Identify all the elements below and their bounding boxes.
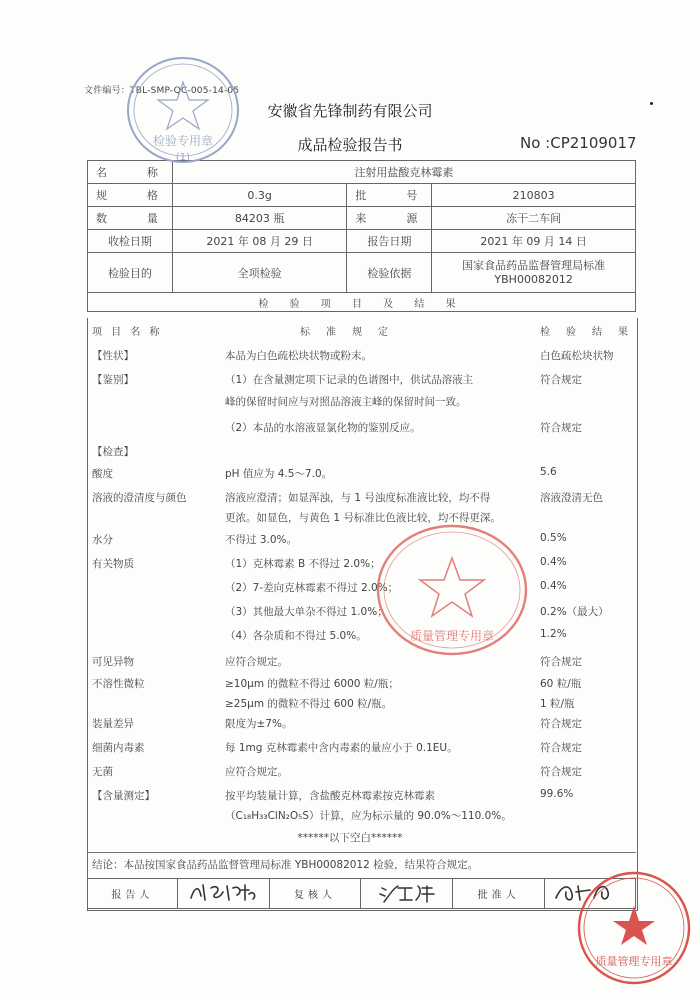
zhuangliang-standard: 限度为±7%。 <box>225 718 293 730</box>
hanliang-standard-2: （C₁₈H₃₃ClN₂O₅S）计算，应为标示量的 90.0%～110.0%。 <box>225 810 512 822</box>
basis-label: 检验依据 <box>347 253 432 293</box>
bottom-right-stamp-image <box>574 868 694 988</box>
spec-label: 规 格 <box>88 184 173 207</box>
burong-result-2: 1 粒/瓶 <box>540 698 575 710</box>
reporter-label: 报告人 <box>88 879 178 909</box>
svg-text:质量管理专用章: 质量管理专用章 <box>595 955 673 968</box>
reviewer-signature-image <box>372 880 442 904</box>
signature-row <box>88 879 636 909</box>
youguan-standard-4: （4）各杂质和不得过 5.0%。 <box>225 630 367 642</box>
product-name: 注射用盐酸克林霉素 <box>172 161 635 184</box>
youguan-standard-2: （2）7-差向克林霉素不得过 2.0%； <box>225 582 399 594</box>
jianbie-result-2: 符合规定 <box>540 422 582 434</box>
middle-stamp-image <box>372 520 532 660</box>
name-label: 名 称 <box>88 161 173 184</box>
jianbie-standard-2: （2）本品的水溶液显氯化物的鉴别反应。 <box>225 422 421 434</box>
jianbie-result-1: 符合规定 <box>540 374 582 386</box>
svg-text:检验专用章: 检验专用章 <box>152 134 214 148</box>
shuifen-standard: 不得过 3.0%。 <box>225 534 298 546</box>
burong-result-1: 60 粒/瓶 <box>540 678 582 690</box>
jianbie-label: 【鉴别】 <box>92 374 134 386</box>
hanliang-standard-1: 按平均装量计算，含盐酸克林霉素按克林霉素 <box>225 790 435 802</box>
batch-label: 批 号 <box>347 184 432 207</box>
scan-dot <box>650 102 653 105</box>
xingzhuang-result: 白色疏松块状物 <box>540 350 614 362</box>
shuifen-label: 水分 <box>92 534 113 546</box>
svg-text:(1): (1) <box>175 152 191 163</box>
approver-label: 批准人 <box>453 879 545 909</box>
basis-line-2: YBH00082012 <box>494 272 573 286</box>
youguan-result-4: 1.2% <box>540 628 567 640</box>
source-label: 来 源 <box>347 207 432 230</box>
section-title: 检 验 项 目 及 结 果 <box>88 293 636 312</box>
burong-standard-2: ≥25μm 的微粒不得过 600 粒/瓶。 <box>225 698 393 710</box>
qty-label: 数 量 <box>88 207 173 230</box>
purpose-label: 检验目的 <box>88 253 173 293</box>
source-value: 冻干二车间 <box>432 207 636 230</box>
company-name: 安徽省先锋制药有限公司 <box>267 102 433 120</box>
conclusion: 结论：本品按国家食品药品监督管理局标准 YBH00082012 检验，结果符合规定。 <box>92 859 479 871</box>
report-date-value: 2021 年 09 月 14 日 <box>432 230 636 253</box>
info-row-spec <box>88 184 636 207</box>
section-row <box>88 293 636 312</box>
info-row-dates <box>88 230 636 253</box>
conclusion-divider <box>87 852 636 853</box>
xingzhuang-label: 【性状】 <box>92 350 134 362</box>
purpose-value: 全项检验 <box>172 253 347 293</box>
kejian-label: 可见异物 <box>92 656 134 668</box>
col-header-standard: 标 准 规 定 <box>300 327 391 338</box>
info-table <box>87 160 636 312</box>
jianbie-standard-1b: 峰的保留时间应与对照品溶液主峰的保留时间一致。 <box>225 396 467 408</box>
reporter-signature-image <box>183 880 263 904</box>
signature-table <box>87 878 636 909</box>
jianbie-standard-1a: （1）在含量测定项下记录的色谱图中，供试品溶液主 <box>225 374 474 386</box>
youguan-result-3: 0.2%（最大） <box>540 606 609 618</box>
zhuangliang-result: 符合规定 <box>540 718 582 730</box>
recv-date-label: 收检日期 <box>88 230 173 253</box>
qingse-result: 溶液澄清无色 <box>540 492 603 504</box>
jiancha-label: 【检查】 <box>92 446 134 458</box>
wujun-standard: 应符合规定。 <box>225 766 288 778</box>
suandu-standard: pH 值应为 4.5～7.0。 <box>225 468 333 480</box>
neidusu-label: 细菌内毒素 <box>92 742 145 754</box>
reviewer-label: 复核人 <box>269 879 361 909</box>
kejian-result: 符合规定 <box>540 656 582 668</box>
svg-text:质量管理专用章: 质量管理专用章 <box>409 629 495 643</box>
wujun-result: 符合规定 <box>540 766 582 778</box>
basis-value <box>432 253 636 293</box>
recv-date-value: 2021 年 08 月 29 日 <box>172 230 347 253</box>
report-date-label: 报告日期 <box>347 230 432 253</box>
qty-value: 84203 瓶 <box>172 207 347 230</box>
youguan-standard-1: （1）克林霉素 B 不得过 2.0%； <box>225 558 381 570</box>
batch-value: 210803 <box>432 184 636 207</box>
info-row-qty <box>88 207 636 230</box>
hanliang-label: 【含量测定】 <box>92 790 155 802</box>
wujun-label: 无菌 <box>92 766 113 778</box>
qingse-standard-2: 更浓。如显色，与黄色 1 号标准比色液比较，均不得更深。 <box>225 512 501 524</box>
burong-standard-1: ≥10μm 的微粒不得过 6000 粒/瓶； <box>225 678 399 690</box>
suandu-label: 酸度 <box>92 468 113 480</box>
youguan-standard-3: （3）其他最大单杂不得过 1.0%； <box>225 606 388 618</box>
youguan-label: 有关物质 <box>92 558 134 570</box>
top-left-stamp-image <box>118 50 248 175</box>
reviewer-signature <box>361 879 453 909</box>
neidusu-standard: 每 1mg 克林霉素中含内毒素的量应小于 0.1EU。 <box>225 742 458 754</box>
burong-label: 不溶性微粒 <box>92 678 145 690</box>
youguan-result-1: 0.4% <box>540 556 567 568</box>
file-number: 文件编号：TBL-SMP-QC-005-14-05 <box>84 86 240 96</box>
report-number: No :CP2109017 <box>520 134 637 152</box>
zhuangliang-label: 装量差异 <box>92 718 134 730</box>
basis-line-1: 国家食品药品监督管理局标准 <box>462 258 606 272</box>
neidusu-result: 符合规定 <box>540 742 582 754</box>
qingse-standard-1: 溶液应澄清；如显浑浊，与 1 号浊度标准液比较，均不得 <box>225 492 491 504</box>
end-mark: ******以下空白****** <box>297 832 403 844</box>
qingse-label: 溶液的澄清度与颜色 <box>92 492 187 504</box>
col-header-result: 检 验 结 果 <box>540 327 631 338</box>
reporter-signature <box>177 879 269 909</box>
spec-value: 0.3g <box>172 184 347 207</box>
xingzhuang-standard: 本品为白色疏松块状物或粉末。 <box>225 350 372 362</box>
report-title: 成品检验报告书 <box>297 136 403 154</box>
kejian-standard: 应符合规定。 <box>225 656 288 668</box>
youguan-result-2: 0.4% <box>540 580 567 592</box>
suandu-result: 5.6 <box>540 466 557 478</box>
shuifen-result: 0.5% <box>540 532 567 544</box>
hanliang-result: 99.6% <box>540 788 574 800</box>
col-header-item: 项 目 名 称 <box>92 327 163 338</box>
info-row-purpose <box>88 253 636 293</box>
